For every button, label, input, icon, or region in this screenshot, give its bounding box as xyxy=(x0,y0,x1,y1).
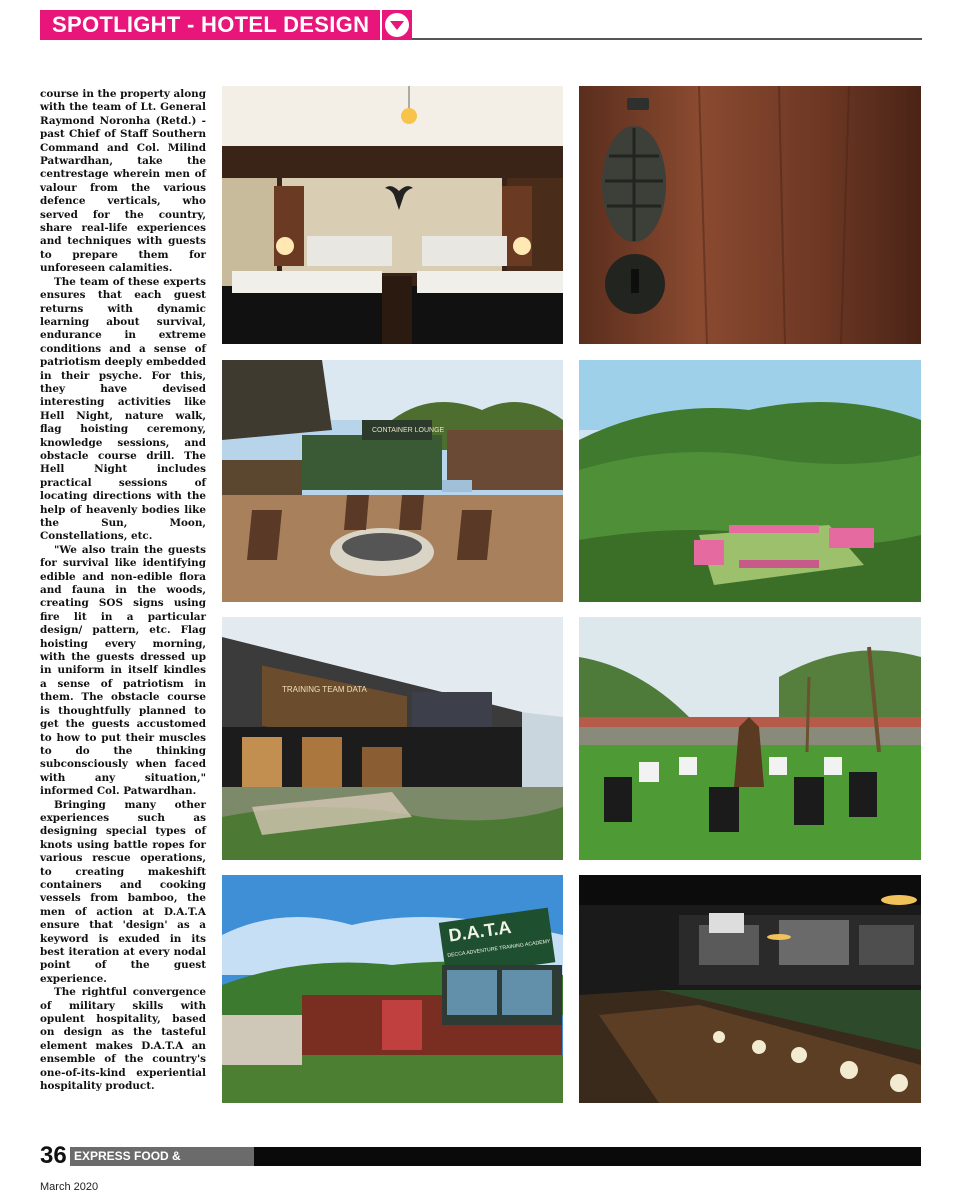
article-paragraph: "We also train the guests for survival like identifying edible and non-edible flora and fauna in the woods, creating SOS signs using fire lit in a particular design/ pattern, etc. Flag hoisting every morning, with the guests dressed up in uniform in itself kindles a sense of patriotism in them. The obstacle course is thoughtfully planned to get the guests accustomed to how to put their muscles to do the thinking subconsciously when faced with any situation," informed Col. Patwardhan. xyxy=(40,543,206,798)
photo-lawn-chairs xyxy=(579,617,921,860)
lounge-sign: CONTAINER LOUNGE xyxy=(372,427,445,434)
training-sign: TRAINING TEAM DATA xyxy=(282,685,367,694)
header-rule xyxy=(412,38,922,40)
photo-grenade-handle xyxy=(579,86,921,344)
chevron-down-icon xyxy=(382,10,412,40)
data-sign: D.A.T.A xyxy=(447,916,513,946)
publication-name: EXPRESS FOOD & HOSPITALITY xyxy=(70,1147,254,1166)
photo-training-building xyxy=(222,617,563,860)
article-text xyxy=(40,88,206,1093)
photo-restaurant-interior xyxy=(579,875,921,1103)
article-paragraph: The team of these experts ensures that each guest returns with dynamic learning about survival, endurance in extreme conditions and a sense of patriotism deeply embedded in their psyche. For this, they have devised interesting activities like Hell Night, nature walk, flag hoisting ceremony, knowledge sessions, and obstacle course drill. The Hell Night includes practical sessions of locating directions with the help of heavenly bodies like the Sun, Moon, Constellations, etc. xyxy=(40,275,206,543)
data-sign-subtitle: DECCA ADVENTURE TRAINING ACADEMY xyxy=(447,938,551,960)
article-paragraph: Bringing many other experiences such as designing special types of knots using battle ropes for various rescue operations, to creating makeshift containers and cooking vessels from bamboo, the men of action at D.A.T.A ensure that 'design' as a keyword is exuded in its best iteration at every nodal point of the guest experience. xyxy=(40,798,206,985)
article-paragraph: The rightful convergence of military skills with opulent hospitality, based on design as the tasteful element makes D.A.T.A an ensemble of the country's one-of-its-kind experiential hospitality product. xyxy=(40,986,206,1093)
page-number: 36 xyxy=(40,1142,67,1169)
photo-hotel-bedroom xyxy=(222,86,563,344)
photo-container-lounge xyxy=(222,360,563,602)
issue-date: March 2020 xyxy=(40,1181,99,1193)
photo-data-building xyxy=(222,875,563,1103)
article-paragraph: course in the property along with the team of Lt. General Raymond Noronha (Retd.) - past Chief of Staff Southern Command and Col. Milind Patwardhan, take the centrestage wherein men of valour from the various defence verticals, who served for the country, share real-life experiences and techniques with guests to prepare them for unforeseen calamities. xyxy=(40,88,206,275)
section-heading: SPOTLIGHT - HOTEL DESIGN xyxy=(40,10,380,40)
photo-aerial-view xyxy=(579,360,921,602)
